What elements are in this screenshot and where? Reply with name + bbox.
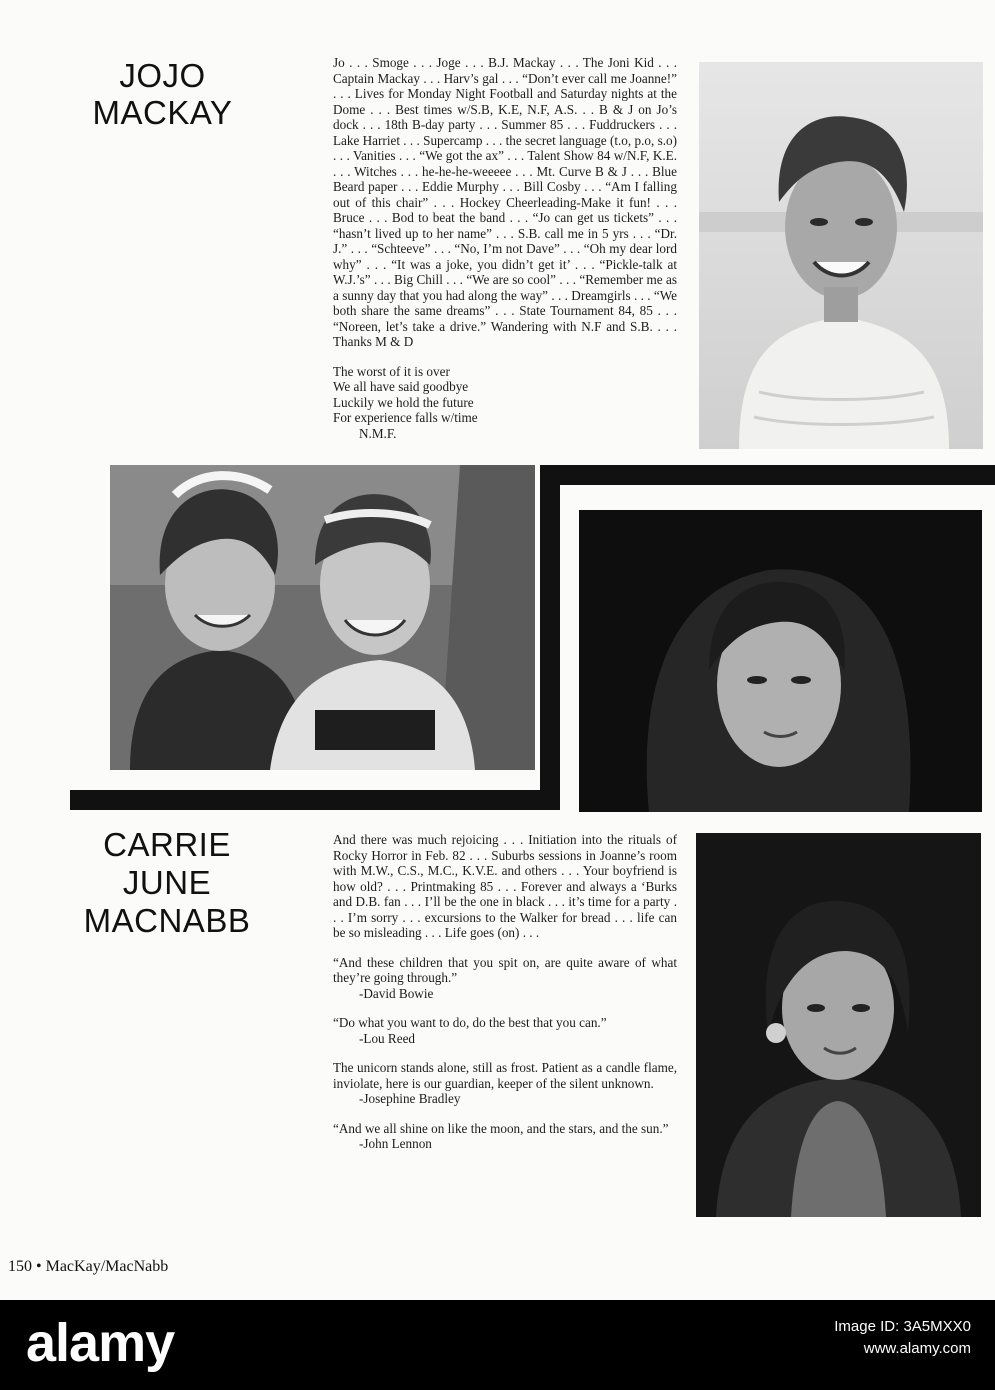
- student2-bio-block: [333, 832, 677, 1166]
- student1-bio-block: [333, 55, 677, 441]
- frame-bar-bottom: [70, 790, 560, 810]
- stock-url: www.alamy.com: [863, 1340, 971, 1357]
- student1-poem: The worst of it is over We all have said goodbye Luckily we hold the future For experience falls w/time N.M.F.: [333, 364, 677, 442]
- frame-bar-vertical: [540, 465, 560, 810]
- frame-bar-top: [540, 465, 995, 485]
- student1-portrait-photo: [699, 62, 983, 449]
- student1-bio: Jo . . . Smoge . . . Joge . . . B.J. Mackay . . . The Joni Kid . . . Captain Mackay . . . Harv’s gal . . . “Don’t ever call me Joanne!” . . . Lives for Monday Night Football and Saturday nights at the Dome . . . Best times w/S.B, K.E, N.F, A.S. . . B & J on Jo’s dock . . . 18th B-day party . . . Summer 85 . . . Fuddruckers . . . Lake Harriet . . . Supercamp . . . the secret language (t.o, p.o, s.o) . . . Vanities . . . “We got the ax” . . . Talent Show 84 w/N.F, K.E. . . . Witches . . . he-he-he-weeeee . . . Mt. Curve B & J . . . Blue Beard paper . . . Eddie Murphy . . . Bill Cosby . . . “Am I falling out of this chair” . . . Hockey Cheerleading-Make it fun! . . . Bruce . . . Bod to beat the band . . . “Jo can get us tickets” . . . “hasn’t lived up to her name” . . . S.B. call me in 5 yrs . . . “Dr. J.” . . . “Schteeve” . . . “No, I’m not Dave” . . . “Oh my dear lord why” . . . “It was a joke, you didn’t get it’ . . . “Pickle-talk at W.J.’s” . . . Big Chill . . . “We are so cool” . . . “Remember me as a sunny day that you had along the way” . . . Dreamgirls . . . “We both share the same dreams” . . . State Tournament 84, 85 . . . “Noreen, let’s take a drive.” Wandering with N.F and S.B. . . . Thanks M & D: [333, 55, 677, 349]
- student2-bio: And there was much rejoicing . . . Initiation into the rituals of Rocky Horror in Feb. 82 . . . Suburbs sessions in Joanne’s room with M.W., C.S., M.C., K.V.E. and others . . . Your boyfriend is how old? . . . Printmaking 85 . . . Forever and always a ‘Burks and D.B. fan . . . I’ll be the one in black . . . it’s time for a party . . . I’m sorry . . . excursions to the Walker for bread . . . life can be so misleading . . . Life goes (on) . . .: [333, 832, 677, 940]
- student1-name: JOJO MACKAY: [92, 57, 233, 131]
- student2-quote: “And these children that you spit on, are quite aware of what they’re going through.” -David Bowie: [333, 954, 677, 1001]
- student2-quote: “Do what you want to do, do the best that you can.” -Lou Reed: [333, 1015, 607, 1046]
- stock-logo: alamy: [26, 1313, 175, 1373]
- student2-formal-portrait-photo: [696, 833, 981, 1217]
- student1-poem-author: N.M.F.: [359, 425, 397, 441]
- student2-name: CARRIE JUNE MACNABB: [83, 826, 251, 939]
- student2-quote: The unicorn stands alone, still as frost. Patient as a candle flame, inviolate, here is our guardian, keeper of the silent unknown. -Josephine Bradley: [333, 1060, 677, 1106]
- candid-friends-photo: [110, 465, 535, 770]
- page-folio: 150 • MacKay/MacNabb: [8, 1258, 169, 1275]
- stock-image-id: Image ID: 3A5MXX0: [834, 1318, 971, 1335]
- student2-dramatic-portrait-photo: [579, 510, 982, 812]
- student2-quote: “And we all shine on like the moon, and the stars, and the sun.” -John Lennon: [333, 1120, 669, 1151]
